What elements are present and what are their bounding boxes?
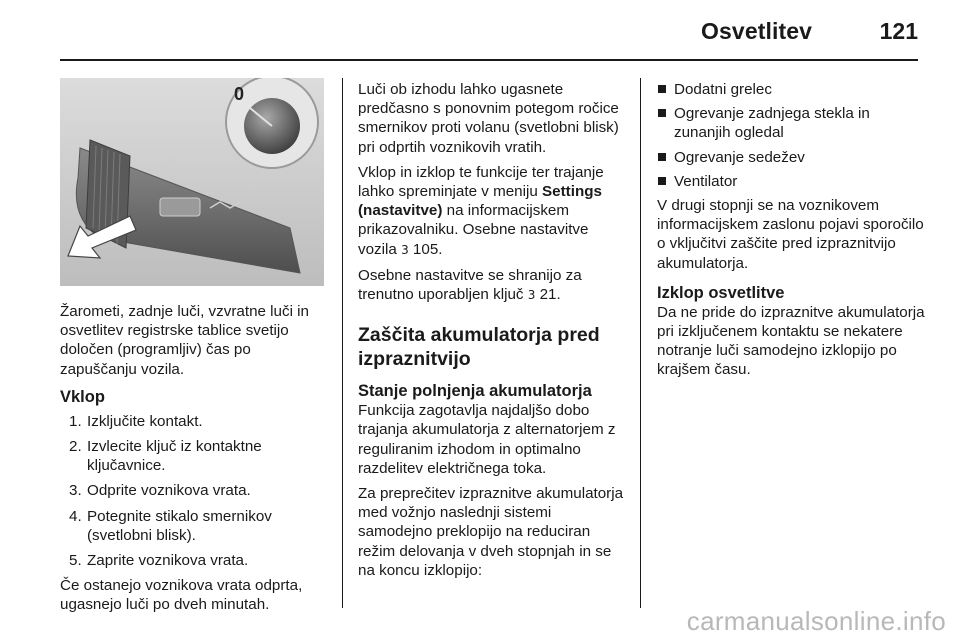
step-number: 3. <box>69 482 82 500</box>
page-number: 121 <box>879 18 918 44</box>
subheading-lights-off: Izklop osvetlitve <box>657 283 785 302</box>
step-text: Izvlecite ključ iz kontaktne ključavnice. <box>87 438 262 475</box>
paragraph-key: Osebne nastavitve se shranijo za trenutno uporabljen ključ 3 21. <box>358 266 582 304</box>
column-divider-2 <box>640 78 641 608</box>
header-rule <box>60 59 918 61</box>
list-item: Dodatni grelec <box>657 80 925 99</box>
step-number: 2. <box>69 438 82 456</box>
step-number: 1. <box>69 412 82 430</box>
list-item <box>60 507 328 545</box>
column-3 <box>657 80 925 386</box>
page-title: Osvetlitev <box>701 18 812 44</box>
column-1 <box>60 302 328 621</box>
subheading-battery-charge: Stanje polnjenja akumulatorja <box>358 382 592 401</box>
watermark: carmanualsonline.info <box>686 606 946 636</box>
paragraph-early-off: Luči ob izhodu lahko ugasnete predčasno s ponovnim potegom ročice smernikov proti volanu (svetlobni blisk) pri odprtih voznikovih vratih. <box>358 81 619 156</box>
stalk-illustration-svg <box>60 78 324 286</box>
step-text: Potegnite stikalo smernikov (svetlobni blisk). <box>87 507 272 544</box>
step-number: 5. <box>69 552 82 570</box>
paragraph-function: Funkcija zagotavlja najdaljšo dobo trajanja akumulatorja z alternatorjem z reguliranim izhodom in optimalno razdelitev električnega toka. <box>358 402 616 477</box>
list-item <box>60 437 328 475</box>
paragraph-prevention: Za preprečitev izpraznitve akumulatorja med vožnjo naslednji sistemi samodejno preklopijo na reduciran režim delovanja v dveh stopnjah in se na koncu izklopijo: <box>358 485 624 579</box>
paragraph-settings: Vklop in izklop te funkcije ter trajanje lahko spreminjate v meniju Settings (nastavitve) na informacijskem prikazovalniku. Osebne nastavitve vozila 3 105. <box>358 163 604 258</box>
list-item <box>60 481 328 500</box>
step-text: Izključite kontakt. <box>87 412 203 430</box>
intro-paragraph: Žarometi, zadnje luči, vzvratne luči in osvetlitev registrske tablice svetijo določen (programljiv) čas po zapuščanju vozila. <box>60 303 310 378</box>
step-text: Odprite voznikova vrata. <box>87 482 251 500</box>
section-heading: Zaščita akumulatorja pred izpraznitvijo <box>358 324 600 371</box>
steps-list <box>60 412 328 570</box>
page-ref-arrow-icon: 3 <box>401 242 409 257</box>
list-item: Ventilator <box>657 172 925 191</box>
heading-vklop: Vklop <box>60 387 105 406</box>
page-ref[interactable]: 105. <box>408 240 443 258</box>
list-item <box>60 412 328 431</box>
step-number: 4. <box>69 507 82 525</box>
list-item: Ogrevanje sedežev <box>657 148 925 167</box>
dial-zero-label: 0 <box>234 84 245 104</box>
list-item: Ogrevanje zadnjega stekla in zunanjih ogledal <box>657 104 925 142</box>
systems-list <box>657 80 925 191</box>
stalk-illustration <box>60 78 324 286</box>
list-item <box>60 551 328 570</box>
column-2 <box>358 80 626 586</box>
paragraph-warning: V drugi stopnji se na voznikovem informacijskem zaslonu pojavi sporočilo o vključitvi zaščite pred izpraznitvijo akumulatorja. <box>657 197 924 272</box>
page-ref[interactable]: 21. <box>535 286 561 304</box>
settings-menu-term: Settings (nastavitve) <box>358 183 602 220</box>
outro-paragraph: Če ostanejo voznikova vrata odprta, ugasnejo luči po dveh minutah. <box>60 577 303 614</box>
column-divider-1 <box>342 78 343 608</box>
step-text: Zaprite voznikova vrata. <box>87 552 249 570</box>
page-ref-arrow-icon: 3 <box>527 288 536 303</box>
paragraph-lights-off: Da ne pride do izpraznitve akumulatorja pri izključenem kontaktu se nekatere notranje luči samodejno izklopijo po krajšem času. <box>657 303 925 379</box>
